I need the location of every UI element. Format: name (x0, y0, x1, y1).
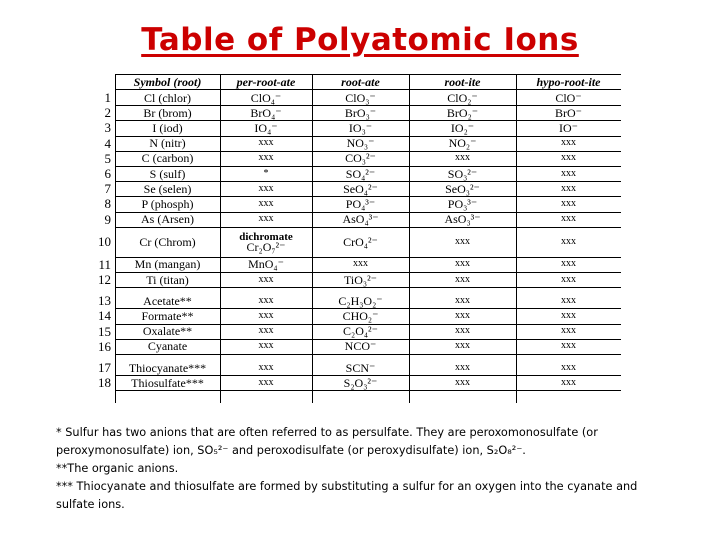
row-number: 18 (98, 375, 111, 391)
table-header-cell: hypo-root-ite (536, 75, 601, 89)
table-cell: xxx (258, 294, 274, 306)
table-cell-symbol: Ti (titan) (146, 272, 189, 287)
table-cell: NCO⁻ (344, 339, 377, 354)
table-cell-symbol: Se (selen) (143, 181, 192, 196)
table-header-cell: root-ate (341, 75, 380, 89)
table-cell: IO₂⁻ (450, 120, 475, 135)
table-cell: xxx (561, 213, 576, 225)
table-header-cell: root-ite (444, 75, 481, 89)
table-cell: xxx (455, 273, 470, 285)
table-cell: BrO₃⁻ (344, 105, 377, 120)
table-cell: C₂O₄²⁻ (343, 324, 378, 339)
table-cell: xxx (258, 325, 274, 337)
table-cell-symbol: Formate** (141, 308, 194, 323)
row-number: 11 (98, 256, 111, 272)
row-number: 9 (104, 211, 111, 227)
table-cell: xxx (561, 376, 576, 388)
table-cell: C₂H₃O₂⁻ (338, 293, 383, 308)
table-cell-symbol: Thiosulfate*** (131, 375, 204, 390)
table-cell: xxx (258, 182, 274, 194)
table-cell: BrO₄⁻ (250, 105, 282, 120)
table-cell: IO⁻ (559, 120, 578, 135)
table-header-cell: per-root-ate (236, 75, 296, 89)
table-cell: xxx (258, 273, 274, 285)
table-cell-symbol: N (nitr) (149, 136, 186, 151)
table-cell: xxx (561, 197, 576, 209)
table-cell-symbol: Thiocyanate*** (128, 360, 207, 375)
table-cell: SO₄²⁻ (345, 166, 376, 181)
table-cell-symbol: Oxalate** (142, 324, 193, 339)
table-cell: xxx (258, 197, 274, 209)
table-cell: SCN⁻ (345, 360, 376, 375)
table-cell: xxx (258, 137, 274, 149)
table-cell: ClO₃⁻ (345, 90, 376, 105)
table-cell: ClO⁻ (555, 90, 582, 105)
table-cell: SeO₄²⁻ (343, 181, 378, 196)
row-number: 1 (104, 90, 111, 106)
table-cell: xxx (455, 152, 470, 164)
table-cell: xxx (455, 340, 470, 352)
row-number: 16 (98, 338, 111, 354)
table-row-divider (115, 287, 621, 288)
table-cell: xxx (455, 294, 470, 306)
table-cell-label: dichromate (239, 230, 293, 243)
table-cell: IO₄⁻ (254, 120, 278, 135)
table-cell: NO₂⁻ (448, 136, 477, 151)
table-cell: xxx (561, 258, 576, 270)
table-cell: BrO₂⁻ (446, 105, 479, 120)
table-cell: xxx (455, 235, 470, 247)
table-cell: xxx (561, 273, 576, 285)
table-cell: * (263, 167, 269, 179)
row-number: 2 (104, 105, 111, 121)
table-cell-symbol: Br (brom) (143, 105, 192, 120)
table-cell: CrO₄²⁻ (343, 234, 378, 249)
table-cell-symbol: Mn (mangan) (134, 257, 201, 272)
row-number: 13 (98, 293, 111, 309)
table-cell: ClO₂⁻ (447, 90, 478, 105)
table-cell: SeO₃²⁻ (445, 181, 480, 196)
table-cell: PO₄³⁻ (345, 196, 376, 211)
table-cell: BrO⁻ (555, 105, 582, 120)
table-row-divider (115, 390, 621, 391)
table-cell: TiO₃²⁻ (343, 272, 378, 287)
table-cell: ClO₄⁻ (250, 90, 282, 105)
table-cell: xxx (561, 167, 576, 179)
table-cell: xxx (258, 213, 274, 225)
table-cell: IO₃⁻ (348, 120, 373, 135)
row-number: 17 (98, 360, 111, 376)
table-cell: xxx (561, 361, 576, 373)
table-cell: xxx (455, 309, 470, 321)
table-cell: xxx (258, 309, 274, 321)
table-cell-symbol: I (iod) (152, 120, 183, 135)
table-cell: xxx (258, 340, 274, 352)
footnote-persulfate: * Sulfur has two anions that are often referred to as persulfate. They are peroxomonosulfate (or peroxymonosulfate) ion, SO₅²⁻ and peroxodisulfate (or peroxydisulfate) ion, S₂O₈²⁻. (56, 426, 598, 457)
table-cell: xxx (353, 258, 368, 270)
table-cell-symbol: Cr (Chrom) (139, 234, 196, 249)
page-title: Table of Polyatomic Ions (141, 22, 579, 58)
row-number: 12 (98, 272, 111, 288)
table-cell-symbol: Cyanate (147, 339, 188, 354)
row-number: 5 (104, 150, 111, 166)
table-cell: xxx (455, 376, 470, 388)
table-cell: xxx (561, 137, 576, 149)
row-number: 7 (104, 181, 111, 197)
table-cell: MnO₄⁻ (248, 257, 284, 272)
row-number: 14 (98, 308, 111, 324)
table-cell-symbol: As (Arsen) (141, 212, 194, 227)
table-cell: xxx (561, 325, 576, 337)
table-cell: xxx (561, 309, 576, 321)
table-cell: PO₃³⁻ (447, 196, 478, 211)
row-number: 15 (98, 323, 111, 339)
table-cell-symbol: P (phosph) (141, 196, 194, 211)
table-cell-symbol: S (sulf) (149, 166, 186, 181)
table-cell: AsO₄³⁻ (342, 212, 379, 227)
row-number: 3 (104, 120, 111, 136)
row-number: 6 (104, 166, 111, 182)
polyatomic-ions-table (89, 72, 621, 403)
table-cell-symbol: C (carbon) (141, 151, 194, 166)
table-cell: xxx (258, 361, 274, 373)
table-cell-symbol: Acetate** (143, 293, 192, 308)
table-cell: xxx (258, 152, 274, 164)
table-cell-symbol: Cl (chlor) (144, 90, 191, 105)
table-cell: AsO₃³⁻ (444, 212, 481, 227)
footnotes (56, 424, 656, 514)
table-cell-stacked (220, 227, 312, 257)
table-row-divider (115, 354, 621, 355)
table-cell: xxx (561, 152, 576, 164)
row-number: 4 (104, 135, 111, 151)
table-cell: xxx (561, 340, 576, 352)
table-cell: xxx (561, 182, 576, 194)
row-number: 10 (98, 234, 111, 250)
table-cell: SO₃²⁻ (447, 166, 478, 181)
table-header-cell: Symbol (root) (133, 75, 202, 89)
table-cell: NO₃⁻ (346, 136, 375, 151)
table-cell: xxx (455, 258, 470, 270)
row-number: 8 (104, 196, 111, 212)
table-cell: xxx (561, 294, 576, 306)
table-cell: xxx (455, 361, 470, 373)
footnote-organic: **The organic anions. (56, 462, 179, 475)
table-cell: CHO₂⁻ (342, 308, 379, 323)
table-cell-formula: Cr₂O₇²⁻ (246, 239, 286, 254)
table-cell: xxx (455, 325, 470, 337)
table-cell: CO₃²⁻ (345, 151, 376, 166)
table-cell: xxx (561, 235, 576, 247)
footnote-thio: *** Thiocyanate and thiosulfate are formed by substituting a sulfur for an oxygen into the cyanate and sulfate ions. (56, 480, 638, 511)
table-cell: S₂O₃²⁻ (343, 375, 378, 390)
table-cell: xxx (258, 376, 274, 388)
